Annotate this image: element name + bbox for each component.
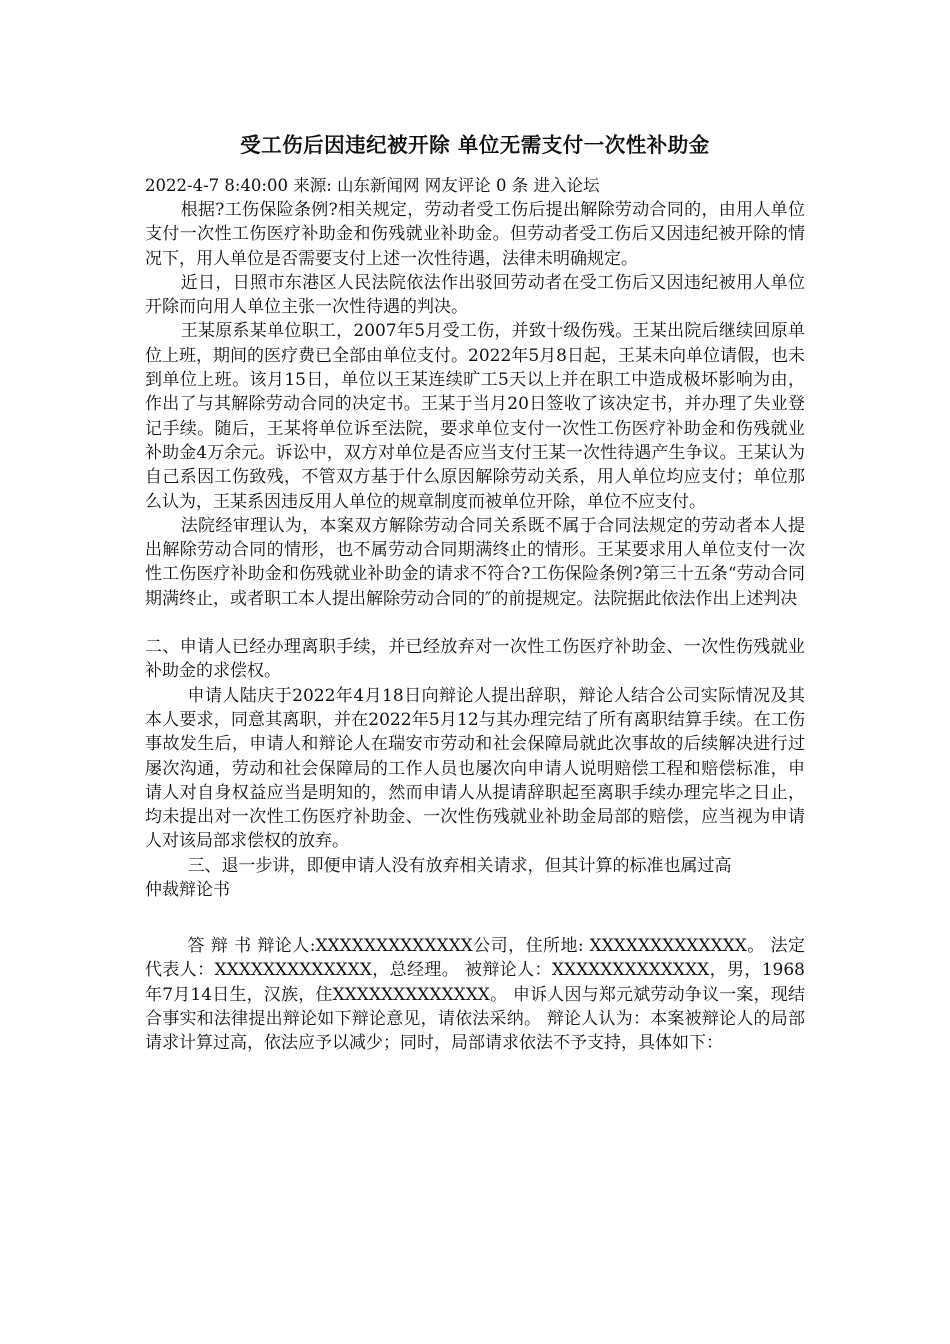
article-paragraph-4: 法院经审理认为，本案双方解除劳动合同关系既不属于合同法规定的劳动者本人提出解除劳动合同的情形，也不属劳动合同期满终止的情形。王某要求用人单位支付一次性工伤医疗补助金和伤残就业补助金的请求不符合?工伤保险条例?第三十五条“劳动合同期满终止，或者职工本人提出解除劳动合同的″的前提规定。法院据此依法作出上述判决 [145, 515, 805, 609]
article-paragraph-3: 王某原系某单位职工，2007年5月受工伤，并致十级伤残。王某出院后继续回原单位上班，期间的医疗费已全部由单位支付。2022年5月8日起，王某未向单位请假，也未到单位上班。该月15日，单位以王某连续旷工5天以上并在职工中造成极坏影响为由，作出了与其解除劳动合同的决定书。王某于当月20日签收了该决定书，并办理了失业登记手续。随后，王某将单位诉至法院，要求单位支付一次性工伤医疗补助金和伤残就业补助金4万余元。诉讼中，双方对单位是否应当支付王某一次性待遇产生争议。王某认为自己系因工伤致残，不管双方基于什么原因解除劳动关系，用人单位均应支付；单位那么认为，王某系因违反用人单位的规章制度而被单位开除，单位不应支付。 [145, 321, 805, 512]
defense-paragraph: 答 辩 书 辩论人:XXXXXXXXXXXXX公司，住所地: XXXXXXXXXXXXX。 法定代表人：XXXXXXXXXXXXX，总经理。 被辩论人：XXXXXXXXXXXXX，男，1968年7月14日生，汉族，住XXXXXXXXXXXXX。 申诉人因与郑元斌劳动争议一案，现结合事实和法律提出辩论如下辩论意见，请依法采纳。 辩论人认为：本案被辩论人的局部请求计算过高，依法应予以减少；同时，局部请求依法不予支持，具体如下： [145, 936, 805, 1054]
document-page [145, 130, 805, 1056]
article-paragraph-2: 近日，日照市东港区人民法院依法作出驳回劳动者在受工伤后又因违纪被用人单位开除而向用人单位主张一次性待遇的判决。 [145, 272, 805, 318]
section-2-heading: 二、申请人已经办理离职手续，并已经放弃对一次性工伤医疗补助金、一次性伤残就业补助金的求偿权。 [145, 637, 805, 682]
article-title: 受工伤后因违纪被开除 单位无需支付一次性补助金 [240, 133, 710, 157]
section-2-paragraph: 申请人陆庆于2022年4月18日向辩论人提出辞职，辩论人结合公司实际情况及其本人要求，同意其离职，并在2022年5月12与其办理完结了所有离职结算手续。在工伤事故发生后，申请人和辩论人在瑞安市劳动和社会保障局就此次事故的后续解决进行过屡次沟通，劳动和社会保障局的工作人员也屡次向申请人说明赔偿工程和赔偿标准，申请人对自身权益应当是明知的，然而申请人从提请辞职起至离职手续办理完毕之日止，均未提出对一次性工伤医疗补助金、一次性伤残就业补助金局部的赔偿，应当视为申请人对该局部求偿权的放弃。 [145, 685, 805, 852]
section-3-heading: 三、退一步讲，即便申请人没有放弃相关请求，但其计算的标准也属过高 [187, 855, 732, 876]
article-meta: 2022-4-7 8:40:00 来源: 山东新闻网 网友评论 0 条 进入论坛 [145, 176, 600, 195]
defense-title: 仲裁辩论书 [145, 880, 230, 901]
article-paragraph-1: 根据?工伤保险条例?相关规定，劳动者受工伤后提出解除劳动合同的，由用人单位支付一次性工伤医疗补助金和伤残就业补助金。但劳动者受工伤后又因违纪被开除的情况下，用人单位是否需要支付上述一次性待遇，法律未明确规定。 [145, 200, 805, 269]
